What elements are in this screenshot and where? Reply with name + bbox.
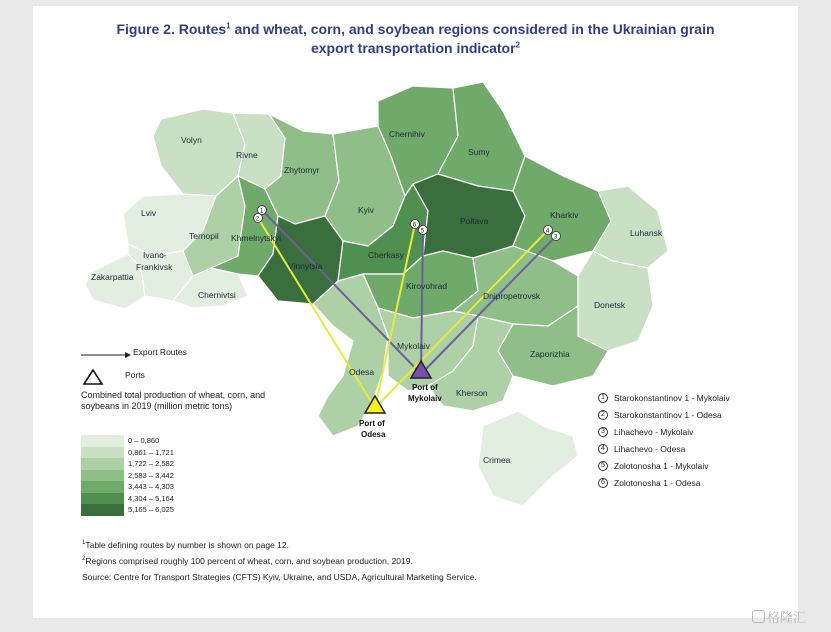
title-line2: export transportation indicator	[310, 40, 516, 56]
port-mykolaiv-label-1: Port of	[412, 383, 438, 392]
port-odesa-label-2: Odesa	[361, 430, 386, 439]
region-label-zaporizhia: Zaporizhia	[530, 349, 570, 359]
route-label-5: Zolotonosha 1 - Mykolaiv	[614, 460, 709, 471]
ukraine-map	[33, 6, 798, 618]
watermark-text: 格隆汇	[767, 610, 807, 625]
route-marker-4-label: 4	[545, 227, 550, 235]
watermark	[752, 607, 806, 626]
legend-export-routes: Export Routes	[133, 347, 187, 357]
legend-class-row	[81, 481, 174, 493]
title-footnote-mark: 1	[226, 21, 231, 31]
legend-swatch	[81, 481, 124, 493]
region-label-kharkiv: Kharkiv	[550, 210, 579, 220]
note-1-text: Table defining routes by number is shown on page 12.	[85, 540, 290, 550]
route-number-4: 4	[598, 444, 608, 454]
route-item-1	[598, 389, 730, 406]
note-2-mark: 2	[82, 556, 86, 563]
title-footnote-mark-2: 2	[515, 40, 521, 50]
route-label-3: Lihachevo - Mykolaiv	[614, 426, 694, 437]
route-item-6	[598, 474, 730, 491]
legend-ports: Ports	[125, 370, 145, 380]
region-label-cherkasy: Cherkasy	[368, 250, 404, 260]
legend-swatch	[81, 470, 124, 482]
region-label-volyn: Volyn	[181, 135, 202, 145]
legend-swatch	[81, 458, 124, 470]
region-label-frankivsk: Frankivsk	[136, 262, 173, 272]
route-item-5	[598, 457, 730, 474]
legend-range: 0 – 0,860	[128, 436, 160, 446]
legend-class-row	[81, 447, 174, 459]
watermark-logo-icon	[752, 610, 765, 623]
legend-range: 2,583 – 3,442	[128, 470, 174, 480]
region-label-kirovohrad: Kirovohrad	[406, 281, 448, 291]
port-mykolaiv-label-2: Mykolaiv	[408, 394, 442, 403]
route-number-5: 5	[598, 461, 608, 471]
legend-range: 4,304 – 5,164	[128, 493, 174, 503]
source-note: Source: Centre for Transport Strategies (CFTS) Kyiv, Ukraine, and USDA, Agricultural Marketing Service.	[82, 572, 477, 582]
legend-swatch	[81, 447, 124, 459]
port-triangle-icon	[81, 368, 105, 386]
region-label-rivne: Rivne	[236, 150, 258, 160]
route-item-3	[598, 423, 730, 440]
route-number-6: 6	[598, 478, 608, 488]
route-number-1: 1	[598, 393, 608, 403]
figure-page	[33, 6, 798, 618]
route-label-4: Lihachevo - Odesa	[614, 443, 686, 454]
legend-range: 5,165 – 6,025	[128, 505, 174, 515]
region-label-chernihiv: Chernihiv	[389, 129, 425, 139]
port-odesa-label-1: Port of	[359, 419, 385, 428]
region-label-khmelnytskyi: Khmelnytskyi	[231, 233, 282, 243]
region-label-ivano: Ivano-	[143, 250, 167, 260]
route-marker-3-label: 3	[553, 233, 558, 241]
region-label-poltava: Poltava	[460, 216, 489, 226]
region-label-crimea: Crimea	[483, 455, 511, 465]
legend-classes	[81, 435, 174, 516]
legend-swatch	[81, 504, 124, 516]
region-label-donetsk: Donetsk	[594, 300, 626, 310]
note-2-text: Regions comprised roughly 100 percent of wheat, corn, and soybean production, 2019.	[85, 556, 413, 566]
region-label-kherson: Kherson	[456, 388, 488, 398]
region-label-odesa: Odesa	[349, 367, 375, 377]
legend-range: 3,443 – 4,303	[128, 482, 174, 492]
region-label-kyiv: Kyiv	[358, 205, 375, 215]
route-number-3: 3	[598, 427, 608, 437]
legend-swatch	[81, 435, 124, 447]
route-label-2: Starokonstantinov 1 - Odesa	[614, 409, 722, 420]
note-2	[82, 553, 477, 569]
note-1-mark: 1	[82, 540, 86, 547]
route-list	[598, 389, 730, 491]
route-marker-1-label: 1	[259, 207, 264, 215]
region-label-sumy: Sumy	[468, 147, 490, 157]
region-label-mykolaiv: Mykolaiv	[397, 341, 431, 351]
region-label-chernivtsi: Chernivtsi	[198, 290, 236, 300]
route-marker-2-label: 2	[255, 215, 260, 223]
region-label-vinnytsia: Vinnytsia	[288, 261, 323, 271]
route-label-6: Zolotonosha 1 - Odesa	[614, 477, 701, 488]
title-text-cont: and wheat, corn, and soybean regions considered in the Ukrainian grain	[230, 21, 715, 37]
legend-swatch	[81, 493, 124, 505]
route-label-1: Starokonstantinov 1 - Mykolaiv	[614, 392, 730, 403]
route-marker-6-label: 6	[412, 221, 417, 229]
route-number-2: 2	[598, 410, 608, 420]
route-marker-5-label: 5	[420, 227, 425, 235]
legend-class-row	[81, 458, 174, 470]
route-item-2	[598, 406, 730, 423]
region-label-zakarpattia: Zakarpattia	[91, 272, 134, 282]
legend-title: Combined total production of wheat, corn, and soybeans in 2019 (million metric tons)	[81, 390, 266, 411]
legend-range: 1,722 – 2,582	[128, 459, 174, 469]
title-text: Figure 2. Routes	[116, 21, 227, 37]
region-label-lviv: Lviv	[141, 208, 157, 218]
route-item-4	[598, 440, 730, 457]
region-label-ternopil: Ternopil	[189, 231, 219, 241]
legend-class-row	[81, 435, 174, 447]
region-label-dnipropetrovsk: Dnipropetrovsk	[483, 291, 541, 301]
region-label-zhytomyr: Zhytomyr	[284, 165, 320, 175]
region-label-luhansk: Luhansk	[630, 228, 663, 238]
legend-class-row	[81, 504, 174, 516]
legend-class-row	[81, 493, 174, 505]
note-1	[82, 537, 477, 553]
legend-class-row	[81, 470, 174, 482]
figure-notes	[82, 537, 477, 585]
legend-range: 0,861 – 1,721	[128, 447, 174, 457]
